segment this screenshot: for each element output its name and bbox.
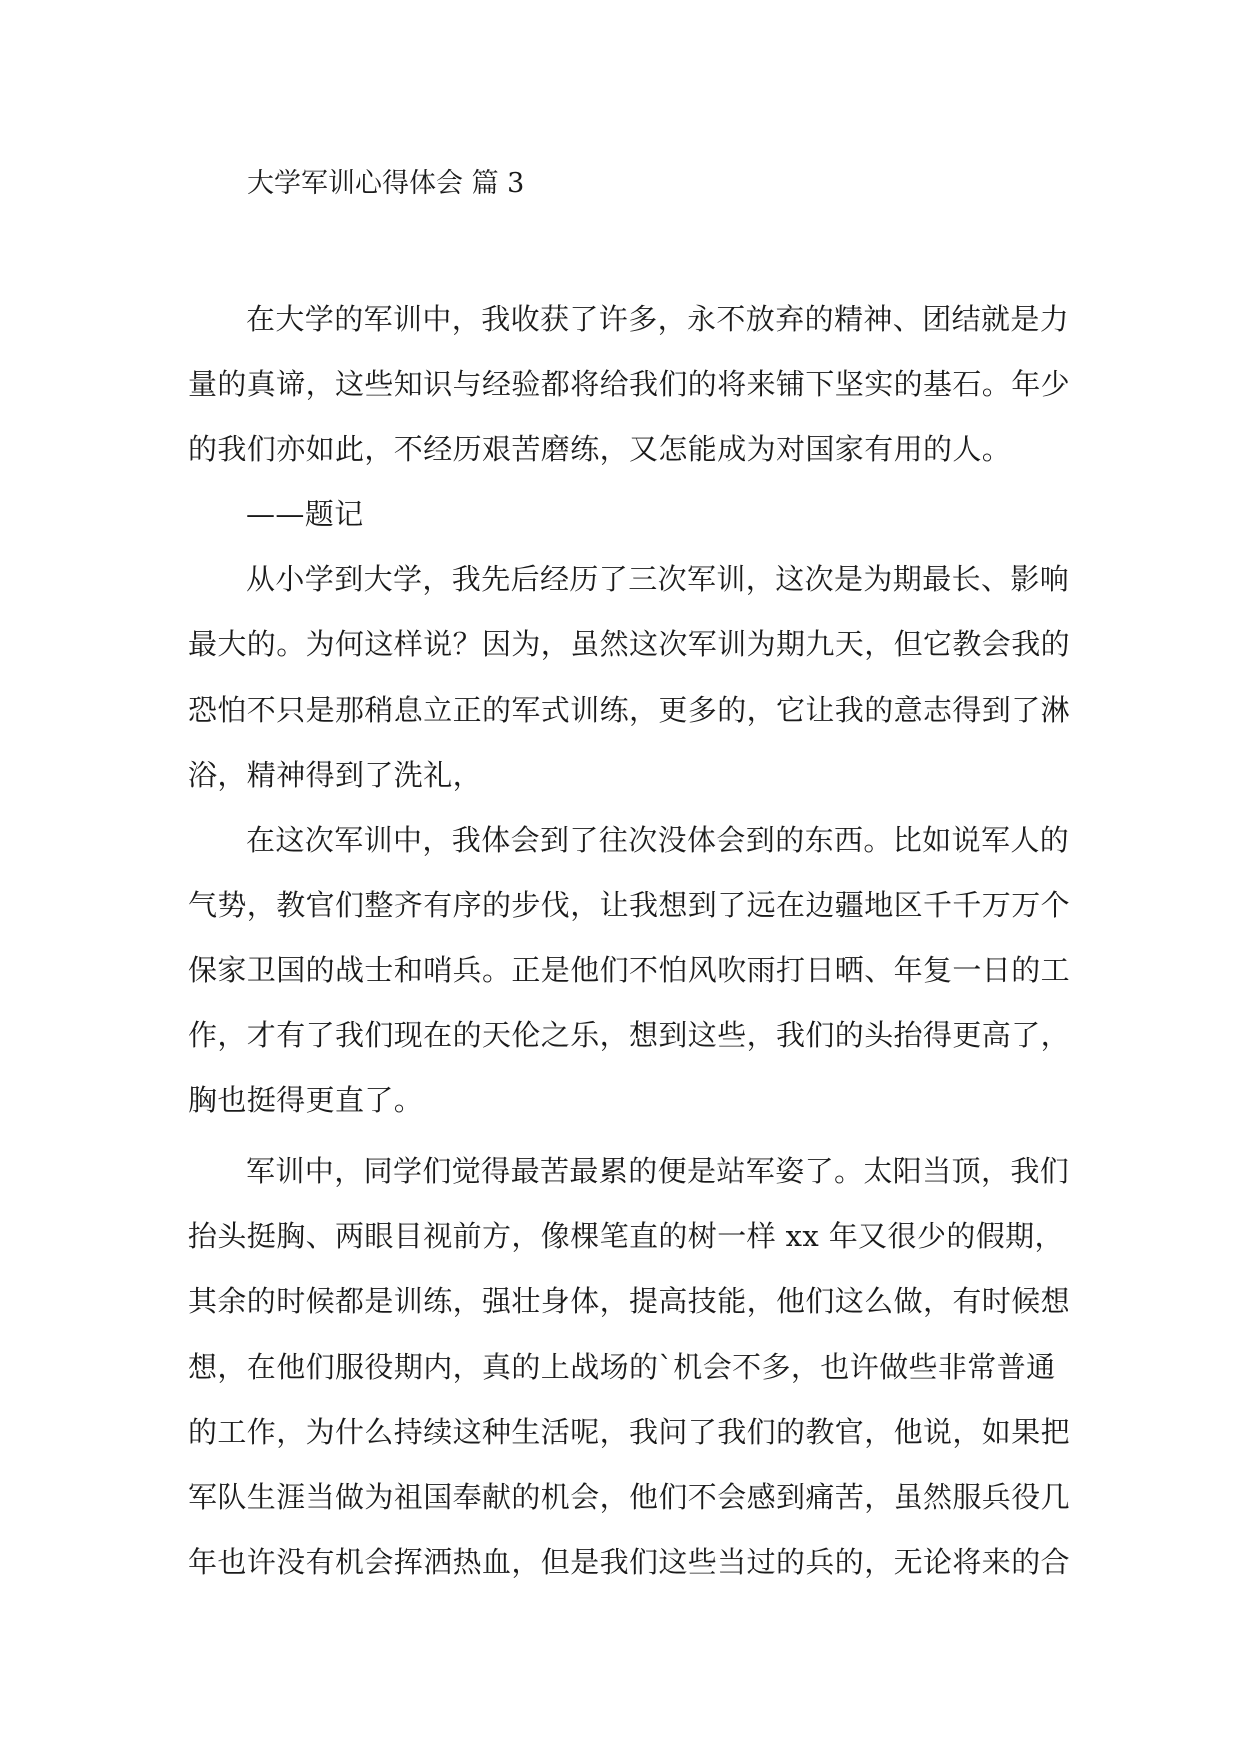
text-line: 的我们亦如此，不经历艰苦磨练，又怎能成为对国家有用的人。: [188, 432, 1012, 467]
text-line: 想，在他们服役期内，真的上战场的`机会不多，也许做些非常普通: [188, 1349, 1056, 1384]
text-line: 军训中，同学们觉得最苦最累的便是站军姿了。太阳当顶，我们: [246, 1154, 1070, 1189]
text-line: 恐怕不只是那稍息立正的军式训练，更多的，它让我的意志得到了淋: [188, 692, 1071, 727]
paragraph-epigraph: [188, 287, 1188, 482]
text-line: 作，才有了我们现在的天伦之乐，想到这些，我们的头抬得更高了，: [188, 1018, 1071, 1053]
text-line: 浴，精神得到了洗礼，: [188, 757, 483, 792]
text-line: 年也许没有机会挥洒热血，但是我们这些当过的兵的，无论将来的合: [188, 1544, 1071, 1579]
text-line: 军队生涯当做为祖国奉献的机会，他们不会感到痛苦，虽然服兵役几: [188, 1479, 1071, 1514]
paragraph-2: [188, 808, 1188, 1133]
document-body: [188, 287, 1188, 1595]
text-line: 在大学的军训中，我收获了许多，永不放弃的精神、团结就是力: [246, 302, 1070, 336]
paragraph-1: [188, 547, 1188, 807]
text-line: 保家卫国的战士和哨兵。正是他们不怕风吹雨打日晒、年复一日的工: [188, 952, 1071, 987]
text-line: 最大的。为何这样说？因为，虽然这次军训为期九天，但它教会我的: [188, 627, 1071, 662]
text-line: 胸也挺得更直了。: [188, 1083, 424, 1118]
text-line: 抬头挺胸、两眼目视前方，像棵笔直的树一样 xx 年又很少的假期，: [188, 1219, 1064, 1254]
text-line: 的工作，为什么持续这种生活呢，我问了我们的教官，他说，如果把: [188, 1414, 1071, 1449]
text-line: 其余的时候都是训练，强壮身体，提高技能，他们这么做，有时候想: [188, 1284, 1071, 1319]
document-heading: 大学军训心得体会 篇 3: [247, 168, 525, 199]
paragraph-3: [188, 1139, 1188, 1595]
text-line: ——题记: [246, 497, 364, 532]
paragraph-epigraph-attribution: [188, 482, 1188, 547]
text-line: 气势，教官们整齐有序的步伐，让我想到了远在边疆地区千千万万个: [188, 887, 1071, 922]
text-line: 在这次军训中，我体会到了往次没体会到的东西。比如说军人的: [246, 822, 1070, 857]
text-line: 从小学到大学，我先后经历了三次军训，这次是为期最长、影响: [246, 562, 1070, 597]
text-line: 量的真谛，这些知识与经验都将给我们的将来铺下坚实的基石。年少: [188, 367, 1071, 402]
